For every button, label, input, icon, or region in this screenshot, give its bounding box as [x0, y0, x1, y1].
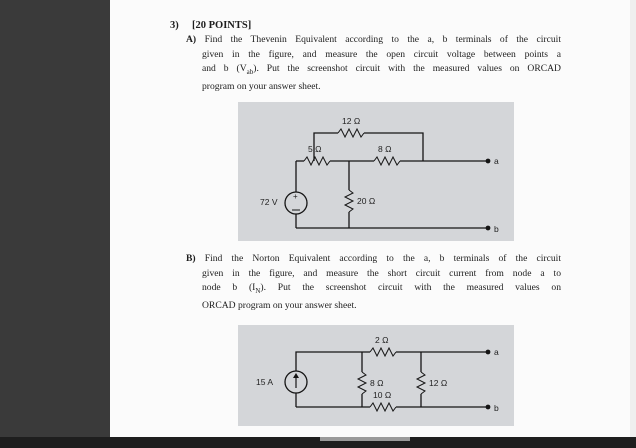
part-b-label: B) — [186, 253, 196, 264]
part-a-line-2: given in the figure, and measure the open circuit voltage between points a — [202, 48, 561, 60]
part-a-line-4: program on your answer sheet. — [202, 80, 321, 92]
part-b-line-4: ORCAD program on your answer sheet. — [202, 299, 357, 311]
norton-label-terminal-a: a — [494, 347, 499, 357]
part-a-text — [186, 33, 561, 94]
left-dark-panel — [0, 0, 110, 448]
label-5-ohm: 5 Ω — [308, 144, 322, 154]
label-10-ohm: 10 Ω — [373, 390, 392, 400]
part-a-line-1: A) Find the Thevenin Equivalent according to the a, b terminals of the circuit — [186, 34, 561, 45]
label-8-ohm: 8 Ω — [378, 144, 392, 154]
resistor-8-ohm — [374, 157, 400, 165]
question-points: [20 POINTS] — [192, 20, 252, 31]
resistor-12-ohm — [338, 129, 364, 137]
resistor-12-ohm-norton — [417, 372, 425, 394]
norton-terminal-a-node — [486, 350, 491, 355]
terminal-b-node — [486, 226, 491, 231]
right-edge — [630, 0, 636, 448]
label-20-ohm: 20 Ω — [357, 196, 376, 206]
norton-label-terminal-b: b — [494, 403, 499, 413]
terminal-a-node — [486, 159, 491, 164]
part-b-line-3: node b $(I_N)$. Put the screenshot circuit with the measured values on — [202, 282, 561, 296]
label-terminal-a: a — [494, 156, 499, 166]
part-a-label: A) — [186, 34, 197, 45]
vab-subscript: ab — [246, 68, 254, 77]
resistor-5-ohm — [304, 157, 330, 165]
label-15-a: 15 A — [256, 377, 274, 387]
label-12-ohm-norton: 12 Ω — [429, 378, 448, 388]
resistor-20-ohm — [345, 190, 353, 212]
resistor-8-ohm-norton — [358, 372, 366, 394]
label-terminal-b: b — [494, 224, 499, 234]
label-2-ohm: 2 Ω — [375, 335, 389, 345]
label-8-ohm-norton: 8 Ω — [370, 378, 384, 388]
label-12-ohm: 12 Ω — [342, 116, 361, 126]
part-b-line-1: B) Find the Norton Equivalent according to the a, b terminals of the circuit — [186, 253, 561, 264]
part-b-line-2: given in the figure, and measure the short circuit current from node a to — [202, 267, 561, 279]
label-72-v: 72 V — [260, 197, 278, 207]
norton-circuit-figure — [238, 325, 514, 426]
norton-terminal-b-node — [486, 405, 491, 410]
thevenin-circuit-figure — [238, 102, 514, 241]
question-number: 3) — [170, 20, 179, 31]
source-plus-sign: + — [293, 192, 298, 201]
part-a-line-3: and b $(V_{ab})$. Put the screenshot circuit with the measured values on ORCAD — [202, 63, 561, 77]
part-b-text — [186, 252, 561, 313]
resistor-10-ohm — [370, 403, 396, 411]
bottom-bar — [0, 437, 636, 448]
in-subscript: N — [255, 287, 261, 296]
resistor-2-ohm — [370, 348, 396, 356]
